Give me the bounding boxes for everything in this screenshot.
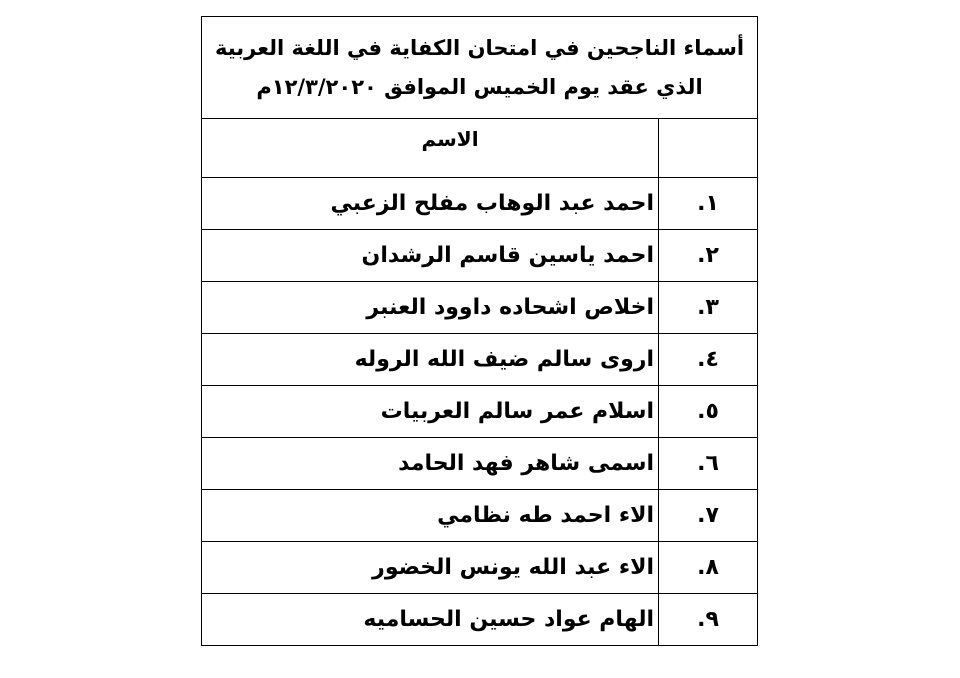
row-number: ٦. (659, 438, 758, 490)
table-row (202, 386, 758, 438)
row-name: احمد عبد الوهاب مفلح الزعبي (202, 178, 659, 230)
table-row (202, 490, 758, 542)
row-number: ٢. (659, 230, 758, 282)
table-row (202, 230, 758, 282)
row-number: ٤. (659, 334, 758, 386)
table-row (202, 178, 758, 230)
header-row (202, 119, 758, 178)
table-row (202, 282, 758, 334)
row-number: ٣. (659, 282, 758, 334)
table-row (202, 438, 758, 490)
row-number: ٨. (659, 542, 758, 594)
title-row (202, 17, 758, 119)
table-row (202, 594, 758, 646)
results-table (201, 16, 758, 646)
row-name: الهام عواد حسين الحساميه (202, 594, 659, 646)
title-line-1: أسماء الناجحين في امتحان الكفاية في اللغة العربية (214, 35, 745, 60)
row-name: اسمى شاهر فهد الحامد (202, 438, 659, 490)
row-name: الاء احمد طه نظامي (202, 490, 659, 542)
row-number: ٩. (659, 594, 758, 646)
row-name: احمد ياسين قاسم الرشدان (202, 230, 659, 282)
row-number: ٥. (659, 386, 758, 438)
table-row (202, 542, 758, 594)
title-cell (202, 17, 758, 119)
row-name: اروى سالم ضيف الله الروله (202, 334, 659, 386)
row-name: الاء عبد الله يونس الخضور (202, 542, 659, 594)
row-name: اسلام عمر سالم العربيات (202, 386, 659, 438)
row-number: ١. (659, 178, 758, 230)
row-name: اخلاص اشحاده داوود العنبر (202, 282, 659, 334)
row-number: ٧. (659, 490, 758, 542)
title-line-2: الذي عقد يوم الخميس الموافق ١٢/٣/٢٠٢٠م (256, 74, 703, 99)
header-name-cell: الاسم (202, 119, 659, 178)
table-row (202, 334, 758, 386)
header-number-cell (659, 119, 758, 178)
